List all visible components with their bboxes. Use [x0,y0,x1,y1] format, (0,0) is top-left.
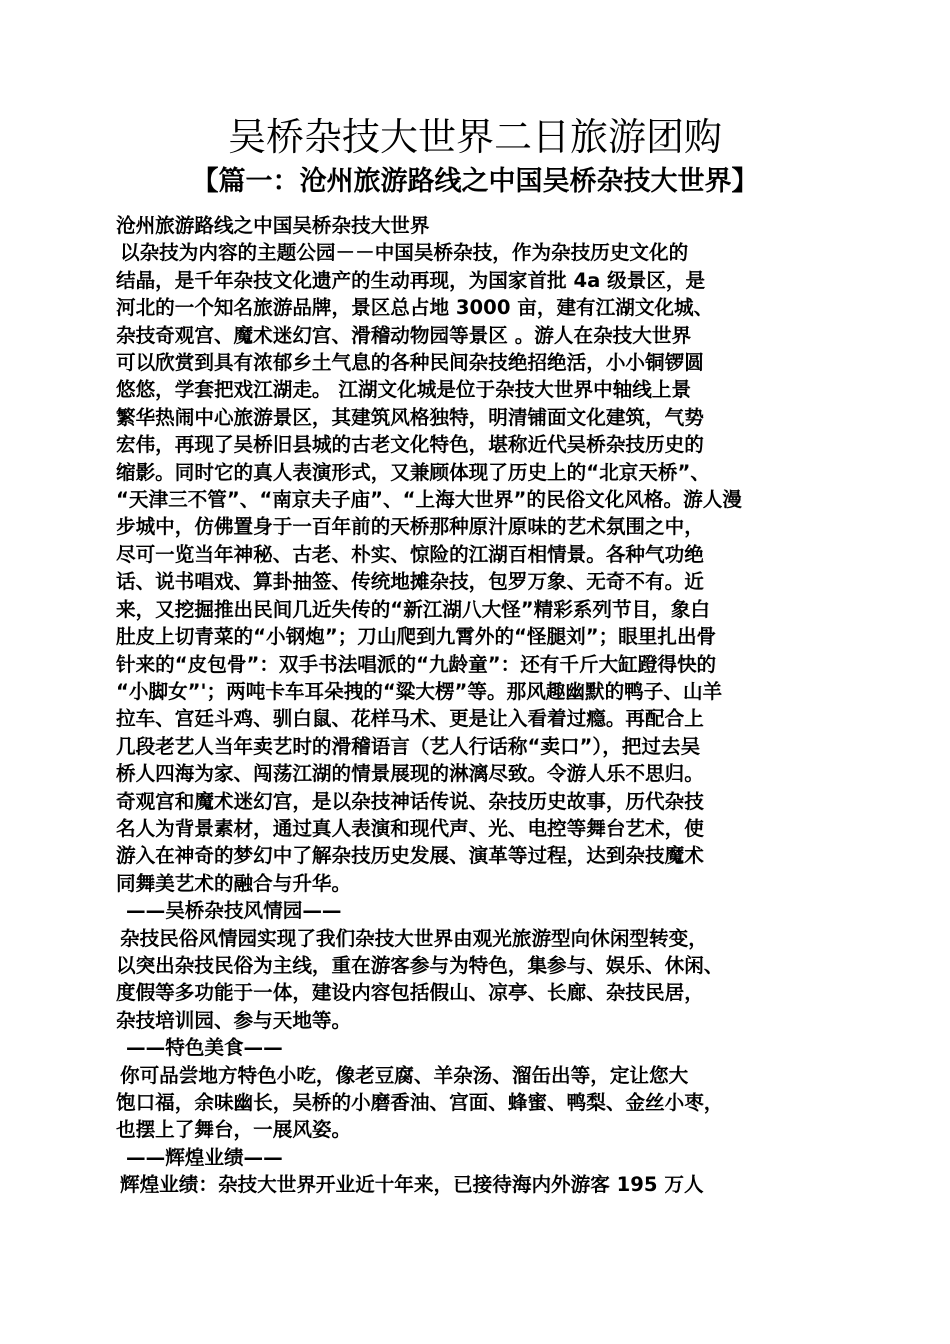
document-title: 吴桥杂技大世界二日旅游团购 [227,115,722,159]
body-line: 拉车、宫廷斗鸡、驯白鼠、花样马术、更是让入看着过瘾。再配合上 [116,707,704,731]
body-line: 结晶，是千年杂技文化遗产的生动再现，为国家首批 4a 级景区，是 [116,268,706,292]
body-line: 桥人四海为家、闯荡江湖的情景展现的淋漓尽致。令游人乐不思归。 [116,762,704,786]
body-line: 宏伟，再现了吴桥旧县城的古老文化特色，堪称近代吴桥杂技历史的 [116,433,704,457]
body-line: 繁华热闹中心旅游景区，其建筑风格独特，明清铺面文化建筑，气势 [116,405,704,429]
body-line: 杂技奇观宫、魔术迷幻宫、滑稽动物园等景区 。游人在杂技大世界 [116,323,692,347]
body-line: 针来的“皮包骨”：双手书法唱派的“九龄童”：还有千斤大缸蹬得快的 [116,652,717,676]
body-line: 也摆上了舞台，一展风姿。 [116,1118,352,1142]
body-line: 同舞美艺术的融合与升华。 [116,871,352,895]
body-line: “小脚女”'；两吨卡车耳朵拽的“粱大楞”等。那风趣幽默的鸭子、山羊 [116,679,723,703]
body-line: 肚皮上切青菜的“小钢炮”；刀山爬到九霄外的“怪腿刘”；眼里扎出骨 [116,625,717,649]
body-line: 几段老艺人当年卖艺时的滑稽语言（艺人行话称“卖口”），把过去吴 [116,734,701,758]
document-body [116,212,846,1199]
body-line: 缩影。同时它的真人表演形式，又兼顾体现了历史上的“北京天桥”、 [116,460,710,484]
body-line: 奇观宫和魔术迷幻宫，是以杂技神话传说、杂技历史故事，历代杂技 [116,789,704,813]
body-line: 度假等多功能于一体，建设内容包括假山、凉亭、长廊、杂技民居， [116,981,704,1005]
body-line: 可以欣赏到具有浓郁乡土气息的各种民间杂技绝招绝活，小小铜锣圆 [116,351,704,375]
body-line: 河北的一个知名旅游品牌，景区总占地 3000 亩，建有江湖文化城、 [116,296,714,320]
body-line: 杂技民俗风情园实现了我们杂技大世界由观光旅游型向休闲型转变， [120,926,708,950]
body-line: 饱口福，余味幽长，吴桥的小磨香油、宫面、蜂蜜、鸭梨、金丝小枣， [116,1091,724,1114]
section-heading-meishi: ——特色美食—— [126,1036,283,1060]
body-line: 尽可一览当年神秘、古老、朴实、惊险的江湖百相情景。各种气功绝 [116,542,704,566]
body-line: 以突出杂技民俗为主线，重在游客参与为特色，集参与、娱乐、休闲、 [116,953,724,977]
body-line: 名人为背景素材，通过真人表演和现代声、光、电控等舞台艺术，使 [116,816,704,840]
body-line: 沧州旅游路线之中国吴桥杂技大世界 [116,214,430,237]
body-line: 辉煌业绩：杂技大世界开业近十年来，已接待海内外游客 195 万人 [120,1173,704,1197]
body-line: “天津三不管”、“南京夫子庙”、“上海大世界”的民俗文化风格。游人漫 [116,488,742,512]
body-line: 步城中，仿佛置身于一百年前的天桥那种原汁原味的艺术氛围之中， [116,515,704,539]
section-heading-fengqingyuan: ——吴桥杂技风情园—— [126,899,342,923]
body-line: 杂技培训园、参与天地等。 [116,1008,352,1032]
section-heading-yeji: ——辉煌业绩—— [126,1145,283,1169]
body-line: 游入在神奇的梦幻中了解杂技历史发展、演革等过程，达到杂技魔术 [116,844,704,868]
body-line: 悠悠，学套把戏江湖走。 江湖文化城是位于杂技大世界中轴线上景 [116,378,692,402]
body-line: 来，又挖掘推出民间几近失传的“新江湖八大怪”精彩系列节目，象白 [116,597,710,621]
document-subtitle: 【篇一：沧州旅游路线之中国吴桥杂技大世界】 [191,166,759,197]
body-line: 话、说书唱戏、算卦抽签、传统地摊杂技，包罗万象、无奇不有。近 [116,570,704,594]
body-line: 你可品尝地方特色小吃，像老豆腐、羊杂汤、溜缶出等，定让您大 [120,1063,689,1087]
body-line: 以杂技为内容的主题公园－－中国吴桥杂技，作为杂技历史文化的 [120,241,689,265]
